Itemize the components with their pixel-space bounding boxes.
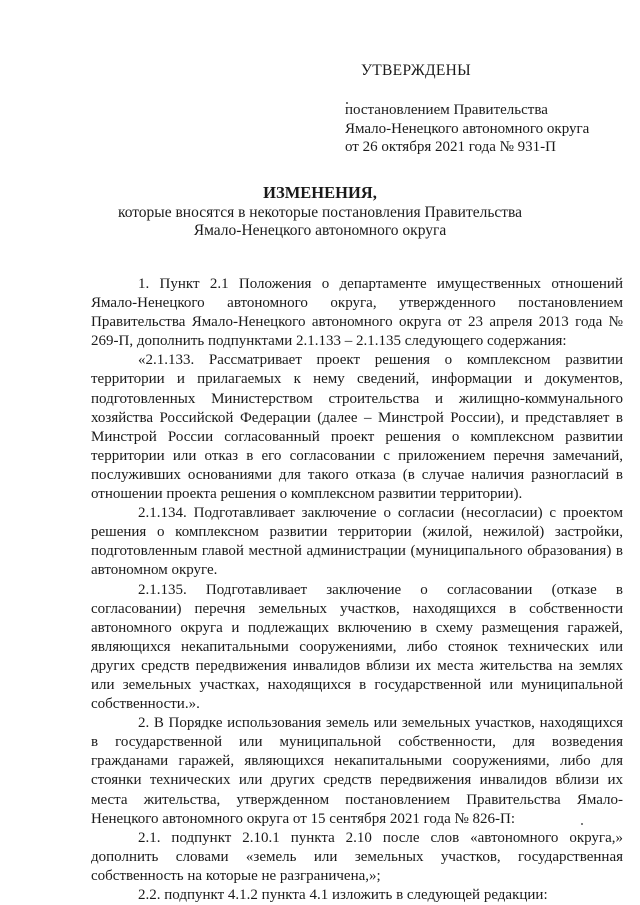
approval-heading: УТВЕРЖДЕНЫ xyxy=(361,62,471,79)
subtitle-line: которые вносятся в некоторые постановления Правительства xyxy=(117,204,523,221)
paragraph-2: 2. В Порядке использования земель или земельных участков, находящихся в государственной или муниципальной собственности, для возведения гражданами гаражей, являющихся некапитальными сооружениями, либо для стоянки технических или других средств передвижения инвалидов вблизи их места жительства, утвержденном постановлением Правительства Ямало-Ненецкого автономного округа от 15 сентября 2021 года № 826-П: xyxy=(91,715,623,827)
paragraph-2-1-133: «2.1.133. Рассматривает проект решения о комплексном развитии территории и прилагаемых к нему сведений, информации и документов, подготовленных Министерством строительства и жилищно-коммунального хозяйства Российской Федерации (далее – Минстрой России), и представляет в Минстрой России согласованный проект решения о комплексном развитии территории или отказ в его согласовании с приложением перечня замечаний, послуживших основаниями для такого отказа (в случае наличия разногласий в отношении проекта решения о комплексном развитии территории). xyxy=(91,352,623,503)
approval-line: от 26 октября 2021 года № 931-П xyxy=(345,139,557,155)
approval-block xyxy=(345,101,589,157)
document-title: ИЗМЕНЕНИЯ, xyxy=(263,183,377,202)
approval-line: Ямало-Ненецкого автономного округа xyxy=(345,120,590,137)
paragraph-2-1: 2.1. подпункт 2.10.1 пункта 2.10 после слов «автономного округа,» дополнить словами «земель или земельных участков, государственная собственность на которые не разграничена,»; xyxy=(91,829,623,884)
approval-line: постановлением Правительства xyxy=(345,102,548,118)
paragraph-2-1-134: 2.1.134. Подготавливает заключение о согласии (несогласии) с проектом решения о комплексном развитии территории (жилой, нежилой) застройки, подготовленным главой местной администрации (муниципального образования) в автономном округе. xyxy=(91,505,623,579)
document-subtitle xyxy=(0,204,640,240)
document-body xyxy=(91,275,623,905)
paragraph-2-2: 2.2. подпункт 4.1.2 пункта 4.1 изложить в следующей редакции: xyxy=(138,887,548,903)
subtitle-line: Ямало-Ненецкого автономного округа xyxy=(193,222,447,239)
paragraph-2-1-135: 2.1.135. Подготавливает заключение о согласовании (отказе в согласовании) перечня земельных участков, находящихся в собственности автономного округа и подлежащих включению в схему размещения гаражей, являющихся некапитальными сооружениями, либо стоянок технических или других средств передвижения инвалидов вблизи их места жительства на землях или земельных участках, находящихся в государственной или муниципальной собственности.». xyxy=(91,581,623,713)
paragraph-1: 1. Пункт 2.1 Положения о департаменте имущественных отношений Ямало-Ненецкого автономного округа, утвержденного постановлением Правительства Ямало-Ненецкого автономного округа от 23 апреля 2013 года № 269-П, дополнить подпунктами 2.1.133 – 2.1.135 следующего содержания: xyxy=(91,276,623,350)
